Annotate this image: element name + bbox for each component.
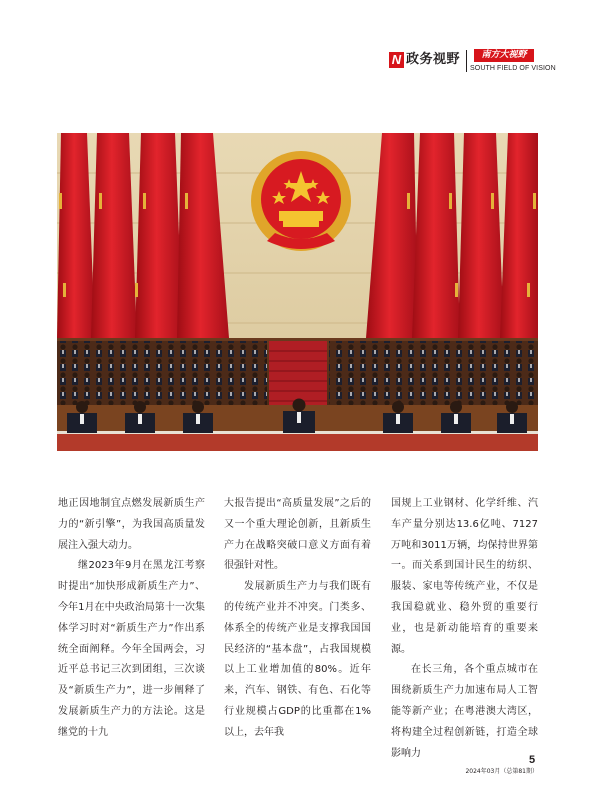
article-column-2: [224, 494, 371, 744]
paragraph: 在长三角，各个重点城市在围绕新质生产力加速布局人工智能等新产业；在粤港澳大湾区，将构建全过程创新链，打造全球影响力: [391, 664, 538, 759]
paragraph: 继2023年9月在黑龙江考察时提出“加快形成新质生产力”、今年1月在中央政治局第十一次集体学习时对“新质生产力”作出系统全面阐释。今年全国两会，习近平总书记三次到团组，三次谈及“新质生产力”，进一步阐释了发展新质生产力的方法论。这是继党的十九: [58, 560, 205, 738]
paragraph: 发展新质生产力与我们既有的传统产业并不冲突。门类多、体系全的传统产业是支撑我国国民经济的“基本盘”，占我国规模以上工业增加值的80%。近年来，汽车、钢铁、有色、石化等行业规模占GDP的比重都在1%以上，去年我: [224, 581, 371, 738]
magazine-logo-icon: N: [389, 52, 404, 68]
national-emblem-icon: [251, 151, 351, 251]
paragraph: 国规上工业钢材、化学纤维、汽车产量分别达13.6亿吨、7127万吨和3011万辆，均保持世界第一。而关系到国计民生的纺织、服装、家电等传统产业，不仅是我国稳就业、稳外贸的重要行业，也是新动能培育的重要来源。: [391, 498, 538, 655]
issue-label: 2024年03月（总第81期）: [465, 768, 538, 775]
paragraph: 大报告提出“高质量发展”之后的又一个重大理论创新，且新质生产力在战略突破口意义方面有着很强针对性。: [224, 498, 371, 572]
brand-english: SOUTH FIELD OF VISION: [470, 65, 556, 72]
paragraph: 地正因地制宜点燃发展新质生产力的“新引擎”，为我国高质量发展注入强大动力。: [58, 498, 205, 551]
header-divider: [466, 50, 467, 72]
article-column-3: [391, 494, 538, 764]
section-title: 政务视野: [406, 52, 461, 67]
page-number: 5: [529, 754, 536, 766]
assembly-hall-photo: [57, 133, 538, 451]
brand-logo: 南方大视野: [474, 49, 534, 62]
article-column-1: [58, 494, 205, 744]
